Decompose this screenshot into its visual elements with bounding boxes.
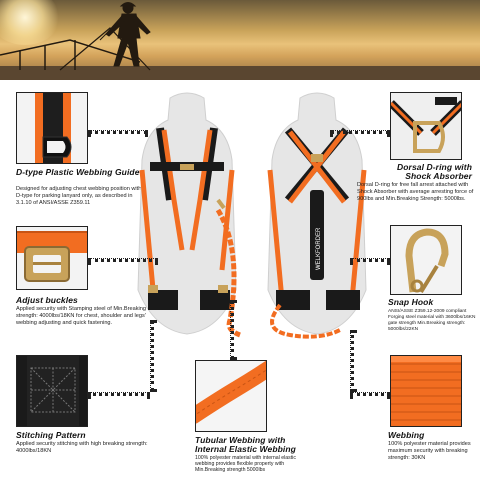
webbing-photo [390, 355, 462, 427]
connector-d-plastic [88, 130, 148, 134]
d-plastic-title: D-type Plastic Webbing Guide [16, 167, 140, 177]
adjust-title: Adjust buckles [16, 295, 78, 305]
tubular-icon [196, 361, 267, 432]
webbing-icon [391, 356, 462, 427]
snap-hook-title: Snap Hook [388, 297, 434, 307]
harness-front-image [130, 90, 245, 340]
hero-banner [0, 0, 480, 80]
harness-back-image [260, 90, 375, 340]
stitching-photo [16, 355, 88, 427]
dorsal-photo [390, 92, 462, 160]
webbing-title: Webbing [388, 430, 425, 440]
stitching-desc: Applied security stitching with high breaking strength: 4000lbs/18KN [16, 441, 148, 454]
d-ring-icon [391, 93, 462, 160]
tubular-desc: 100% polyester material with internal elastic webbing provides flexible property with Min.Breaking strength 5000lbs [195, 455, 296, 474]
buckle-icon [17, 227, 88, 290]
adjust-buckle-photo [16, 226, 88, 290]
dorsal-desc: Dorsal D-ring for free fall arrest attached with Shock Absorber with average arresting force of 900lbs and Min.Breaking Strength: 5000lbs. [357, 182, 474, 202]
stitch-icon [17, 356, 88, 427]
snap-hook-icon [391, 226, 462, 295]
connector-webbing [350, 392, 390, 396]
tubular-title: Tubular Webbing with Internal Elastic Webbing [195, 435, 296, 454]
connector-adjust [88, 258, 158, 262]
connector-webbing-v [350, 330, 354, 392]
connector-stitching [88, 392, 150, 396]
snap-hook-photo [390, 225, 462, 295]
connector-dorsal [330, 130, 390, 134]
tubular-photo [195, 360, 267, 432]
connector-snap [350, 258, 390, 262]
connector-tubular [230, 300, 234, 360]
worker-silhouette [0, 0, 480, 80]
dorsal-title: Dorsal D-ring with Shock Absorber [397, 162, 472, 181]
snap-hook-desc: ANSI/ASSE Z359.12-2009 compliant Forging steel material with 3600lbs/16KN gate strength Min.Breaking strength: 5000lbs/22KN [388, 309, 476, 332]
d-plastic-photo [16, 92, 88, 164]
adjust-desc: Applied security with Stamping steel of Min.Breaking strength: 4000lbs/18KN for chest, shoulder and legs' webbing adjusting and quick fastening. [16, 306, 146, 326]
d-guide-icon [17, 93, 88, 164]
stitching-title: Stitching Pattern [16, 430, 86, 440]
connector-stitching-v [150, 320, 154, 392]
d-plastic-desc: Designed for adjusting chest webbing position with D-type for parking lanyard only, as described in 3.1.10 of ANSI/ASSE Z359.11 [16, 186, 142, 206]
brand-label: WELKFORDER [316, 227, 322, 270]
webbing-desc: 100% polyester material provides maximum security with breaking strength: 30KN [388, 441, 471, 461]
